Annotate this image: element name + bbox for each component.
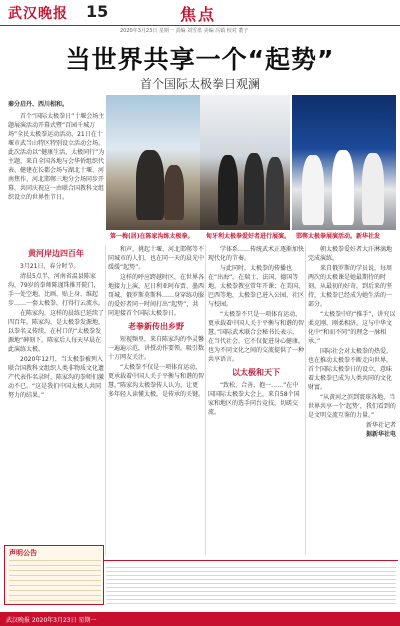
- photo-handan-taichi: [292, 95, 396, 230]
- article-paragraph: “从黄河之滨到寰球各地，当世界共享一个‘起势’，我们看到的是文明交流互鉴的力量。”: [308, 394, 396, 419]
- article-column-1: [8, 245, 104, 540]
- photo-figure-shape: [362, 153, 384, 225]
- article-paragraph: 国际社会对太极拳的热爱，也在推动太极拳不断走向世界。首个国际太极拳日的设立，意味着太极拳已成为人类共同的文化财富。: [308, 348, 393, 391]
- article-paragraph: 清晨5点半，河南省温县陈家沟，79岁的拳师陈谨珠推开院门，手一处空地，比画、贴上身、维起步……一套太极拳，打得行云流水。: [8, 273, 104, 307]
- article-paragraph: 来自俄罗斯的学员说，每周两次的太极课是她最期待的时刻。从最初的好奇，到后来的坚持，太极拳已经成为她生活的一部分。: [308, 265, 393, 308]
- photo-figure-shape: [332, 150, 354, 225]
- article-source: 据新华社电: [365, 431, 396, 438]
- ad-fine-print: [9, 560, 101, 602]
- section-title: 焦点: [180, 5, 217, 24]
- ad-box: [4, 545, 104, 605]
- article-paragraph: 与此同时，太极拳的传播也在“出海”。在瑞士、法国、德国等地，太极拳教室常年开课；在美国、巴西等地，太极拳已进入公园、社区与校园。: [208, 265, 304, 308]
- photo-caption: 邯郸太极拳展演活动。新华社发: [296, 233, 381, 240]
- main-headline: 当世界共享一个“起势”: [65, 45, 335, 74]
- photo-figure-shape: [244, 153, 264, 225]
- photo-hungary-taichi: [200, 95, 290, 230]
- column-divider: [105, 245, 106, 555]
- photo-figure-shape: [302, 155, 324, 225]
- column-divider: [305, 245, 306, 555]
- article-paragraph: 3月21日，春分时节。: [20, 263, 80, 270]
- intro-credit: 秦分启丹、西川相和。: [8, 101, 69, 108]
- article-paragraph: 2020年12月，当太极拳被列入联合国教科文组织人类非物质文化遗产代表作名录时，陈家沟的拳师们激动不已。“这是我们中国太极人共同努力的结果。”: [8, 356, 104, 399]
- ad-title: 声明公告: [9, 549, 37, 557]
- article-paragraph: 和声，挑起十堰、河北邯郸等不同城市的人们，也在同一天的晨光中缓缓“起势”。: [108, 246, 204, 271]
- article-paragraph: 朝太极拳爱好者大汗淋漓地完成演练。: [308, 246, 393, 262]
- photo-figure-shape: [266, 157, 284, 225]
- photo-figure-shape: [136, 150, 164, 220]
- date-line: 2020年3月23日 星期一 责编 刘雪墨 美编 冯镇 校对 董子: [120, 28, 249, 34]
- photo-caption: 第一梅(居)在陈家沟练太极拳。: [110, 233, 194, 240]
- article-byline: 新华社记者: [365, 422, 396, 429]
- article-paragraph: 学体系……传统武术正逐渐加快现代化的节奏。: [208, 246, 304, 262]
- notice-fine-print: [106, 567, 396, 607]
- article-column-2: [108, 245, 204, 557]
- photo-figure-shape: [218, 155, 238, 225]
- article-paragraph: 这样的呼应跨越时区，在世界各地接力上演，尼日利亚阿布贾、墨西哥城、俄罗斯莫斯科……身穿练功服的爱好者同一时间打出“起势”，共同迎接首个国际太极拳日。: [108, 274, 204, 317]
- masthead: [0, 0, 400, 26]
- article-paragraph: “太极拳不只是一项体育运动，更承载着中国人关于平衡与和谐的智慧。”国际武术联合会秘书长表示，在当代社会，它不仅促进身心健康，也为不同文化之间的交流提供了一种共享语言。: [208, 311, 304, 363]
- photo-figure-shape: [164, 165, 184, 220]
- photo-chen-village-taichi: [106, 95, 200, 230]
- page-number: 15: [86, 2, 109, 21]
- section-heading: 以太极和天下: [232, 368, 280, 377]
- paper-name-logo: 武汉晚报: [8, 6, 68, 22]
- notice-strip: [104, 560, 398, 610]
- section-heading: 黄河岸边四百年: [28, 249, 84, 258]
- article-paragraph: “太极拳不仅是一项体育运动，更承载着中国人关于平衡与和谐的智慧。”陈家沟太极拳传人认为，让更多年轻人读懂太极，是传承的关键。: [108, 364, 204, 398]
- column-divider: [205, 245, 206, 555]
- article-paragraph: 短视频里，来自陈家沟的李灵馨一遍遍示范，讲授动作要领，吸引数十万网友关注。: [108, 336, 204, 361]
- article-paragraph: 在陈家沟，这样的晨练已延续了四百年。陈家沟，是太极拳发源地，以拳名义传续，在村口的“太极拳发源地”碑刻下，陈家后人每天早晨在此演练太极。: [8, 310, 104, 353]
- photo-caption: 甸牙利太极拳爱好者进行展演。: [206, 233, 291, 240]
- article-column-4: [308, 245, 396, 557]
- footer-bar: [0, 612, 400, 626]
- intro-text-block: [8, 100, 106, 202]
- article-paragraph: “致松、合善、抱一……”在中国国际太极拳大会上，来自58个国家和地区的选手同台竞技，切磋交流。: [208, 382, 300, 416]
- footer-text: 武汉晚报 2020年3月23日 星期一: [6, 617, 97, 624]
- article-paragraph: “太极拳中的“推手”，讲究以柔克刚、刚柔相济，这与中华文化中“和而不同”的理念一脉相承。”: [308, 311, 396, 345]
- section-heading: 老拳新传出乡野: [128, 322, 184, 331]
- intro-paragraph: 首个“国际太极拳日”十堰会场主题展演活动开幕式暨“百园千城万场”全民太极拳运动活动，21日在十堰市武当山特区特别设立活动会场。此次活动以“健康生活，太极同行”为主题，来自全国各地与会华侨组织代表、健建在长都会场与湖北十堰、河南焦作、河北邯郸三地分会场同步开幕，共同庆祝这一由联合国教科文组织设立的世界性节日。: [8, 113, 105, 201]
- article-column-3: [208, 245, 304, 557]
- sub-headline: 首个国际太极拳日观澜: [139, 77, 260, 91]
